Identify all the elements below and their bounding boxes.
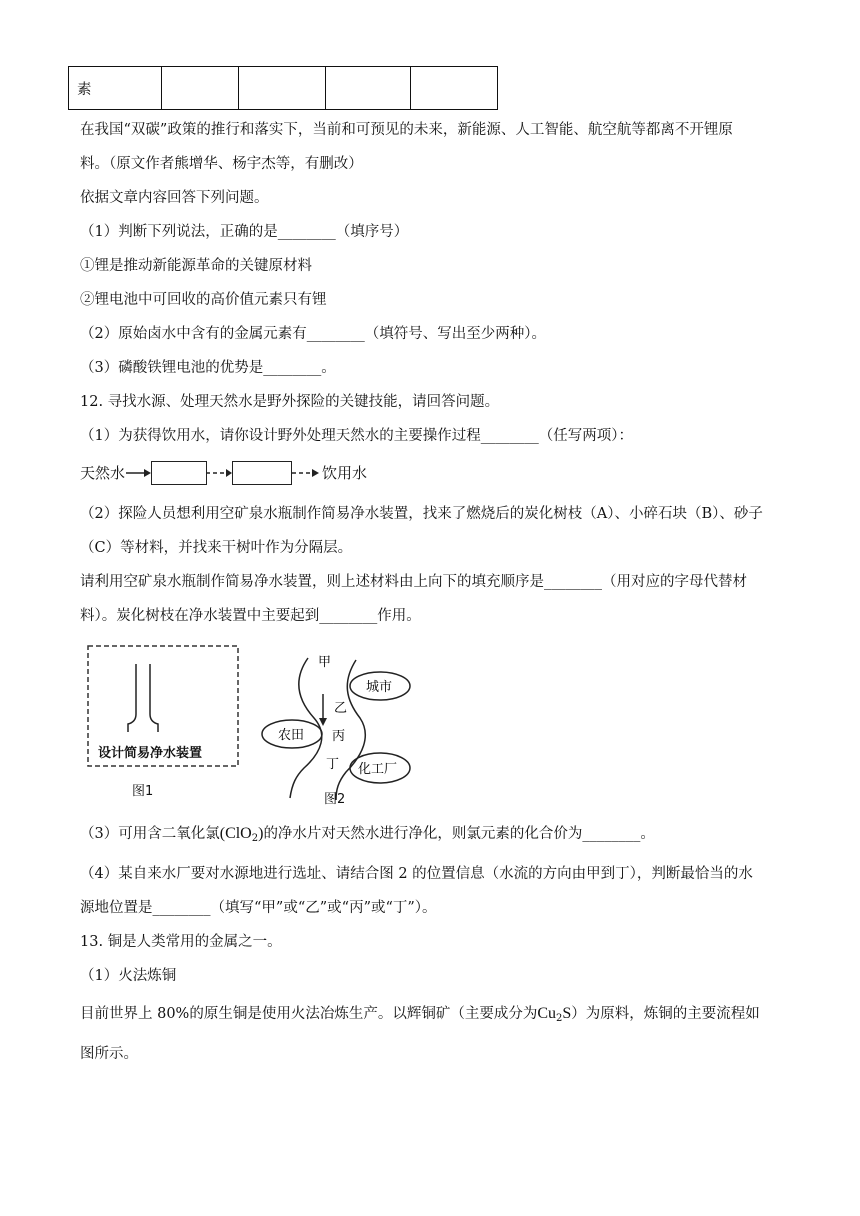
data-table [68, 66, 498, 110]
question-11-2: （2）原始卤水中含有的金属元素有________（填符号、写出至少两种）。 [80, 326, 546, 342]
formula-paren: ) [258, 825, 264, 842]
formula-paren: ( [219, 825, 226, 842]
question-11-3: （3）磷酸铁锂电池的优势是________。 [80, 360, 336, 376]
flow-start-label: 天然水 [80, 464, 126, 482]
option-1: ①锂是推动新能源革命的关键原材料 [80, 258, 312, 274]
question-11-1: （1）判断下列说法，正确的是________（填序号） [80, 224, 409, 240]
formula: ClO [225, 825, 252, 842]
question-13-paragraph-line1 [80, 1004, 760, 1029]
question-12-2-line1: （2）探险人员想利用空矿泉水瓶制作简易净水装置，找来了燃烧后的炭化树枝（A）、小碎石块（B）、砂子 [80, 506, 763, 522]
question-13-1: （1）火法炼铜 [80, 968, 177, 984]
text-segment: 目前世界上 80%的原生铜是使用火法冶炼生产。以辉铜矿（主要成分为 [80, 1006, 538, 1022]
flow-step-box [232, 461, 292, 485]
instruction-text: 依据文章内容回答下列问题。 [80, 190, 269, 206]
formula-subscript: 2 [556, 1013, 563, 1024]
table-cell [162, 67, 239, 110]
table-cell [326, 67, 411, 110]
table-row [69, 67, 498, 110]
label-jia: 甲 [318, 655, 332, 670]
formula-subscript: 2 [251, 833, 259, 844]
question-12-4-line1: （4）某自来水厂要对水源地进行选址、请结合图 2 的位置信息（水流的方向由甲到丁），判断最恰当的水 [80, 866, 753, 882]
paragraph-line: 料。（原文作者熊增华、杨宇杰等，有删改） [80, 156, 363, 172]
table-cell: 素 [69, 67, 162, 110]
question-12-2b-line2: 料）。炭化树枝在净水装置中主要起到________作用。 [80, 608, 421, 624]
question-12-stem: 12. 寻找水源、处理天然水是野外探险的关键技能，请回答问题。 [80, 394, 500, 410]
formula: S [562, 1005, 572, 1022]
formula: Cu [537, 1005, 557, 1022]
question-12-4-line2: 源地位置是________（填写“甲”或“乙”或“丙”或“丁”）。 [80, 900, 437, 916]
option-2: ②锂电池中可回收的高价值元素只有锂 [80, 292, 327, 308]
question-12-1: （1）为获得饮用水，请你设计野外处理天然水的主要操作过程________（任写两项）： [80, 428, 633, 444]
figure-1-inner-label: 设计简易净水装置 [98, 746, 203, 761]
text-segment: 的净水片对天然水进行净化，则氯元素的化合价为________。 [263, 826, 655, 842]
label-yi: 乙 [334, 701, 348, 716]
text-segment: （3）可用含二氧化氯 [80, 826, 220, 842]
label-city: 城市 [366, 680, 393, 695]
figure-1-caption: 图1 [132, 784, 154, 799]
label-factory: 化工厂 [358, 762, 398, 777]
question-12-2b-line1: 请利用空矿泉水瓶制作简易净水装置，则上述材料由上向下的填充顺序是________（用对应的字母代替材 [80, 574, 747, 590]
river-map [256, 648, 426, 808]
question-13-stem: 13. 铜是人类常用的金属之一。 [80, 934, 282, 950]
paragraph-line: 在我国“双碳”政策的推行和落实下，当前和可预见的未来，新能源、人工智能、航空航等都离不开锂原 [80, 122, 733, 138]
flow-step-box [151, 461, 207, 485]
question-12-2-line2: （C）等材料，并找来干树叶作为分隔层。 [80, 540, 353, 556]
question-13-paragraph-line2: 图所示。 [80, 1046, 138, 1062]
table-cell [411, 67, 498, 110]
label-ding: 丁 [326, 757, 340, 772]
flow-end-label: 饮用水 [322, 464, 368, 482]
question-12-3 [80, 824, 655, 849]
label-bing: 丙 [332, 729, 346, 744]
text-segment: ）为原料，炼铜的主要流程如 [571, 1006, 760, 1022]
label-farm: 农田 [278, 728, 305, 743]
table-cell [239, 67, 326, 110]
figure-2-caption: 图2 [324, 792, 346, 807]
